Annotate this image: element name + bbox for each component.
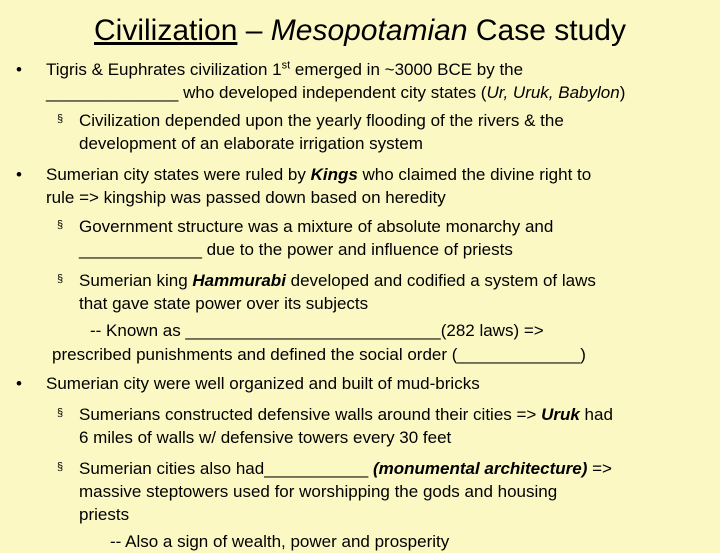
title-rest: Case study [467,14,626,47]
sub-5-line-1 [79,457,612,480]
bullet-2-line-1 [46,163,591,186]
sub-bullet-icon: § [57,461,64,473]
sub-3-line-1 [79,269,596,292]
uruk-term: Uruk [541,405,580,424]
sub-5-line-4: -- Also a sign of wealth, power and prosperity [110,532,450,551]
sub-5-line-3: priests [79,505,130,524]
bullet-icon: • [16,60,22,79]
slide-title [0,12,720,50]
monumental-term: (monumental architecture) [372,459,588,478]
bullet-icon: • [16,374,22,393]
sub-bullet-icon: § [57,219,64,231]
text-segment: => [587,459,612,478]
bullet-icon: • [16,165,22,184]
text-segment: who claimed the divine right to [357,165,592,184]
title-dash: – [237,14,271,47]
text-segment: ______________ who developed independent city states ( [46,83,487,102]
sub-1-line-2: development of an elaborate irrigation system [79,134,423,153]
text-segment: Sumerian cities also had___________ [79,459,373,478]
text-segment: Sumerian king [79,271,193,290]
hammurabi-term: Hammurabi [192,271,286,290]
city-list: Ur, Uruk, Babylon [486,83,620,102]
title-italic: Mesopotamian [270,14,468,47]
title-main: Civilization [94,14,238,47]
text-segment: ) [619,83,626,102]
sub-2-line-2: _____________ due to the power and influence of priests [79,240,513,259]
sub-4-line-2: 6 miles of walls w/ defensive towers every 30 feet [79,428,452,447]
text-segment: emerged in ~3000 BCE by the [290,60,524,79]
sub-3-line-4: prescribed punishments and defined the social order (_____________) [52,345,586,364]
bullet-1-line-2 [46,81,625,104]
sub-bullet-icon: § [57,113,64,125]
bullet-3-line-1: Sumerian city were well organized and built of mud-bricks [46,374,480,393]
kings-term: Kings [310,165,358,184]
bullet-1-line-1 [46,58,523,81]
sub-4-line-1 [79,403,613,426]
sub-1-line-1: Civilization depended upon the yearly flooding of the rivers & the [79,111,564,130]
text-segment: had [579,405,613,424]
sub-2-line-1: Government structure was a mixture of absolute monarchy and [79,217,554,236]
sub-5-line-2: massive steptowers used for worshipping the gods and housing [79,482,558,501]
text-segment: Sumerians constructed defensive walls around their cities => [79,405,542,424]
sub-bullet-icon: § [57,407,64,419]
sub-3-line-3: -- Known as ___________________________(282 laws) => [90,321,544,340]
text-segment: developed and codified a system of laws [285,271,596,290]
sub-bullet-icon: § [57,273,64,285]
text-segment: Tigris & Euphrates civilization 1 [46,60,282,79]
sub-3-line-2: that gave state power over its subjects [79,294,369,313]
bullet-2-line-2: rule => kingship was passed down based on heredity [46,188,446,207]
text-segment: Sumerian city states were ruled by [46,165,311,184]
superscript: st [281,59,291,72]
